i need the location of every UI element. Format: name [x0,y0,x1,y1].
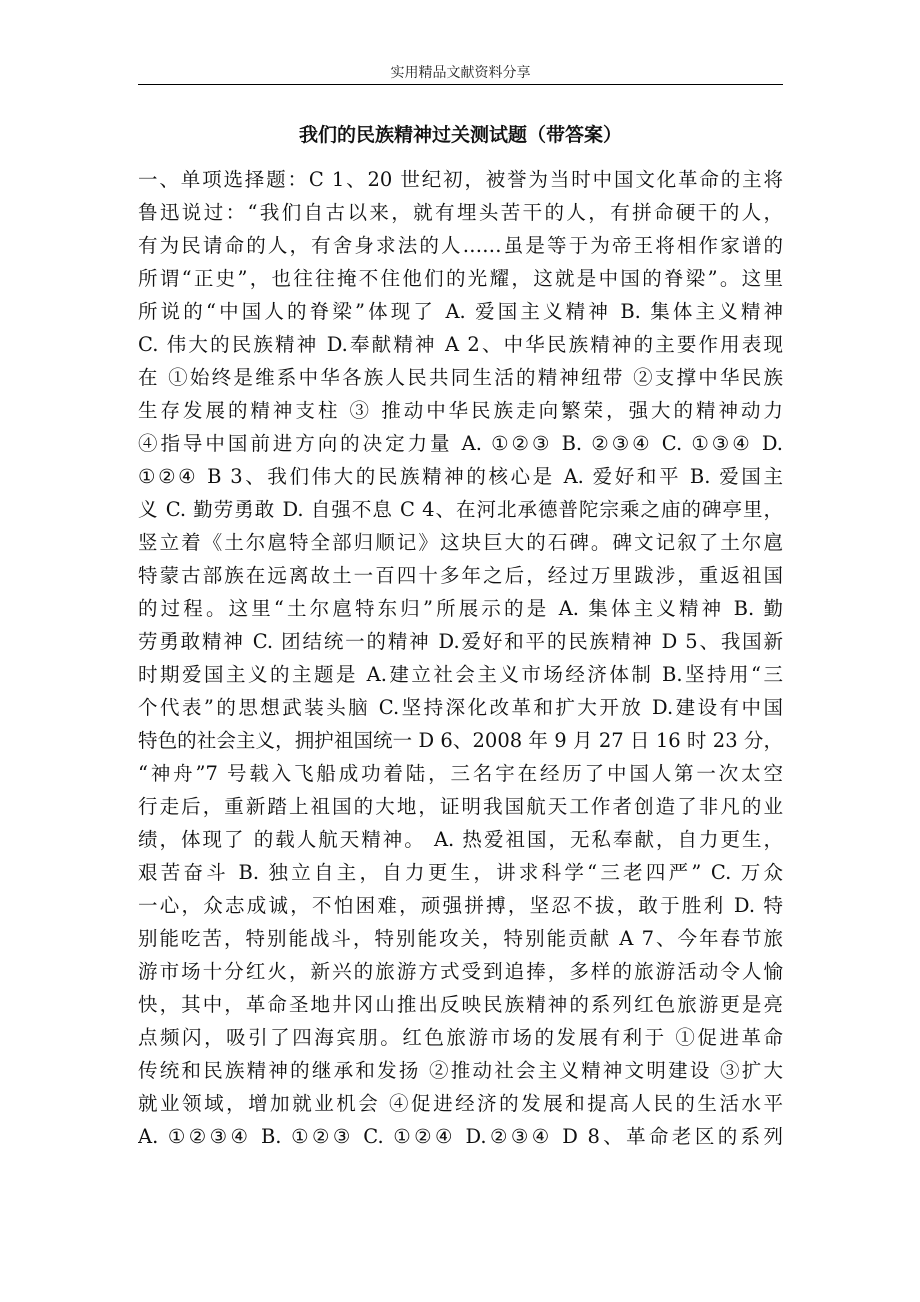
body-line: 劳勇敢精神 C. 团结统一的精神 D.爱好和平的民族精神 D 5、我国新 [138,630,783,653]
body-line: 竖立着《土尔扈特全部归顺记》这块巨大的石碑。碑文记叙了土尔扈 [138,531,783,554]
document-title: 我们的民族精神过关测试题（带答案） [298,124,622,146]
body-line: 游市场十分红火，新兴的旅游方式受到追捧，多样的旅游活动令人愉 [138,960,783,983]
body-line: “神舟”7 号载入飞船成功着陆，三名宇在经历了中国人第一次太空 [138,762,783,785]
body-line: 的过程。这里“土尔扈特东归”所展示的是 A. 集体主义精神 B. 勤 [138,597,783,620]
body-line: 有为民请命的人，有舍身求法的人……虽是等于为帝王将相作家谱的 [138,234,783,257]
body-line: 点频闪，吸引了四海宾朋。红色旅游市场的发展有利于 ①促进革命 [138,1026,783,1049]
header-divider [138,84,783,85]
body-line: 快，其中，革命圣地井冈山推出反映民族精神的系列红色旅游更是亮 [138,993,783,1016]
body-line: 别能吃苦，特别能战斗，特别能攻关，特别能贡献 A 7、今年春节旅 [138,927,783,950]
body-line: 生存发展的精神支柱 ③ 推动中华民族走向繁荣，强大的精神动力 [138,399,783,422]
body-line: 所说的“中国人的脊梁”体现了 A. 爱国主义精神 B. 集体主义精神 [138,300,783,323]
body-line: 行走后，重新踏上祖国的大地，证明我国航天工作者创造了非凡的业 [138,795,783,818]
body-line: 一心，众志成诚，不怕困难，顽强拼搏，坚忍不拔，敢于胜利 D. 特 [138,894,783,917]
body-line: C. 伟大的民族精神 D.奉献精神 A 2、中华民族精神的主要作用表现 [138,333,783,356]
body-line: 艰苦奋斗 B. 独立自主，自力更生，讲求科学“三老四严” C. 万众 [138,861,783,884]
body-line: 个代表”的思想武装头脑 C.坚持深化改革和扩大开放 D.建设有中国 [138,696,783,719]
page-header: 实用精品文献资料分享 [390,65,531,81]
body-line: 传统和民族精神的继承和发扬 ②推动社会主义精神文明建设 ③扩大 [138,1059,783,1082]
body-line: 绩，体现了 的载人航天精神。 A. 热爱祖国，无私奉献，自力更生， [138,828,783,851]
body-line: ④指导中国前进方向的决定力量 A. ①②③ B. ②③④ C. ①③④ D. [138,432,783,455]
body-line: 特色的社会主义，拥护祖国统一 D 6、2008 年 9 月 27 日 16 时 23 分， [138,729,783,752]
body-line: 特蒙古部族在远离故土一百四十多年之后，经过万里跋涉，重返祖国 [138,564,783,587]
document-body [138,163,783,1153]
body-line: 鲁迅说过：“我们自古以来，就有埋头苦干的人，有拼命硬干的人， [138,201,783,224]
body-line: 在 ①始终是维系中华各族人民共同生活的精神纽带 ②支撑中华民族 [138,366,783,389]
body-line: 所谓“正史”，也往往掩不住他们的光耀，这就是中国的脊梁”。这里 [138,267,783,290]
body-line: A. ①②③④ B. ①②③ C. ①②④ D.②③④ D 8、革命老区的系列 [138,1125,783,1148]
body-line: 就业领域，增加就业机会 ④促进经济的发展和提高人民的生活水平 [138,1092,783,1115]
body-line: 义 C. 勤劳勇敢 D. 自强不息 C 4、在河北承德普陀宗乘之庙的碑亭里， [138,498,783,521]
body-line: ①②④ B 3、我们伟大的民族精神的核心是 A. 爱好和平 B. 爱国主 [138,465,783,488]
body-line: 时期爱国主义的主题是 A.建立社会主义市场经济体制 B.坚持用“三 [138,663,783,686]
body-line: 一、单项选择题：C 1、20 世纪初，被誉为当时中国文化革命的主将 [138,168,783,191]
